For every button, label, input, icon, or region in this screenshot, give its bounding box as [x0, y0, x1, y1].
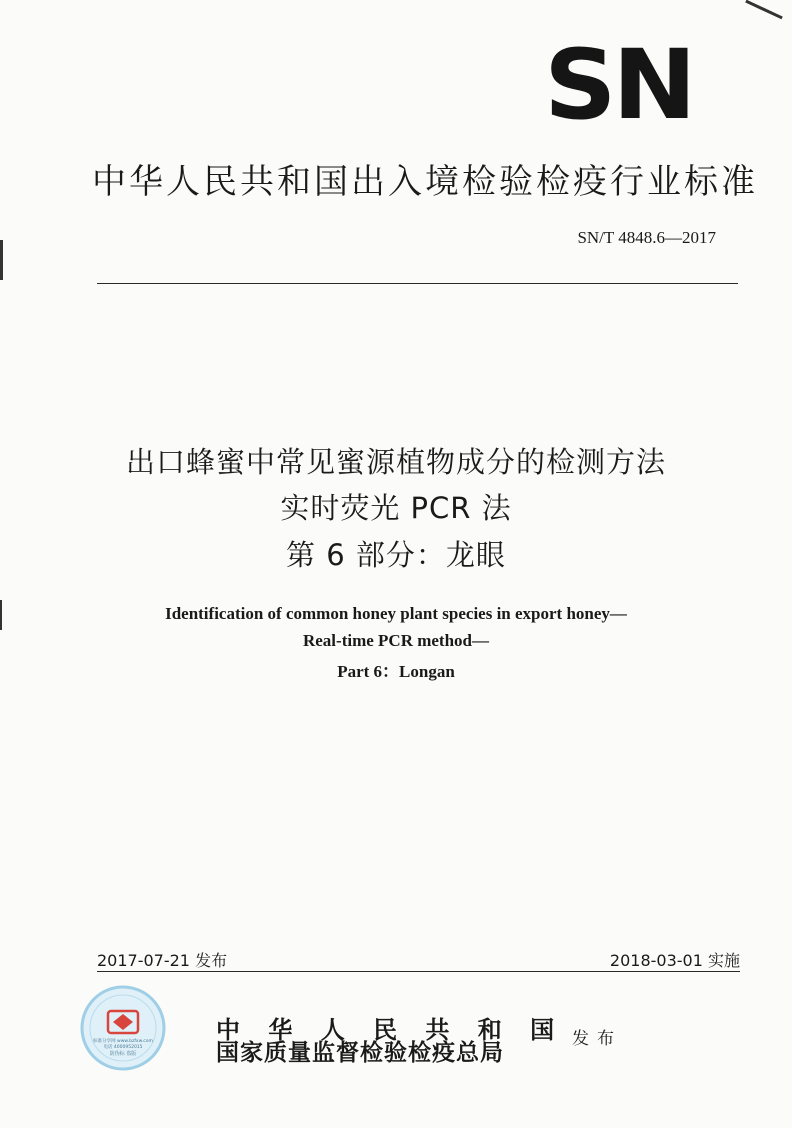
title-en-line2: Real-time PCR method— — [302, 631, 489, 650]
title-cn-line2: 实时荧光 PCR 法 — [280, 491, 512, 525]
implement-date: 2018-03-01 实施 — [609, 951, 740, 970]
sn-logo: SN — [544, 29, 693, 141]
issue-word: 发布 — [572, 1029, 622, 1049]
title-en-line3: Part 6：Longan — [337, 662, 455, 681]
header-divider — [97, 283, 738, 284]
title-cn-line3: 第 6 部分：龙眼 — [286, 538, 506, 572]
publish-date: 2017-07-21 发布 — [97, 951, 228, 970]
anti-counterfeit-seal — [80, 985, 166, 1071]
issuer-line1: 中 华 人 民 共 和 国 — [216, 1015, 565, 1044]
standard-code: SN/T 4848.6—2017 — [577, 228, 716, 247]
scan-corner-mark — [745, 0, 783, 19]
scan-edge-mark — [0, 240, 3, 280]
seal-text-1: 标准分享网 www.bzfxw.com — [93, 1039, 153, 1044]
seal-text-3: 防伪标 盗版 — [109, 1051, 137, 1057]
title-en-line1: Identification of common honey plant species in export honey— — [165, 604, 627, 623]
seal-text-2: 电话 4000952015 — [103, 1045, 143, 1050]
title-cn-line1: 出口蜂蜜中常见蜜源植物成分的检测方法 — [125, 445, 666, 479]
standard-organization: 中华人民共和国出入境检验检疫行业标准 — [92, 162, 758, 202]
footer-divider — [97, 971, 740, 972]
issuer-line2: 国家质量监督检验检疫总局 — [216, 1039, 504, 1066]
